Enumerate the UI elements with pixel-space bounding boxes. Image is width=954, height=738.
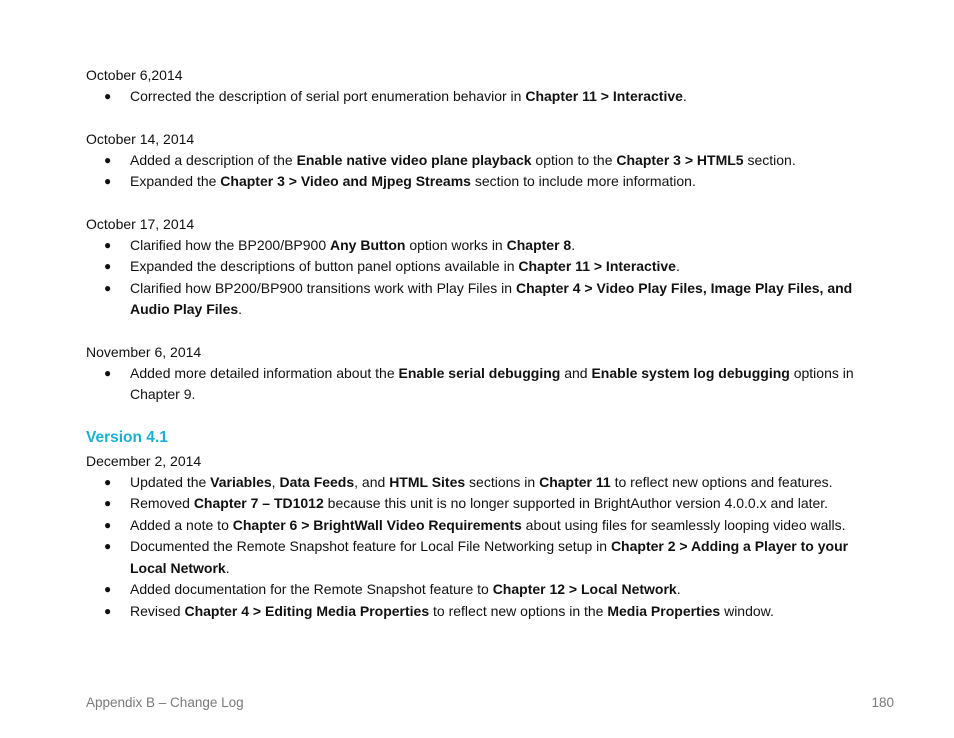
entry-date: October 14, 2014	[86, 130, 195, 147]
item-text: .	[682, 88, 687, 104]
change-list	[86, 363, 886, 406]
bullet-icon: ●	[104, 474, 112, 489]
item-text: Clarified how BP200/BP900 transitions work with Play Files in	[130, 279, 516, 296]
change-item	[86, 515, 886, 537]
item-text: and	[560, 364, 592, 381]
item-text: .	[225, 559, 230, 576]
bold-reference: Chapter 3 > Video and Mjpeg Streams	[220, 173, 471, 189]
change-item	[86, 171, 886, 193]
bold-reference: Chapter 4 > Video Play Files, Image Play Files, and Audio Play Files	[130, 279, 853, 317]
item-text: .	[676, 581, 681, 597]
bullet-icon: ●	[104, 582, 112, 596]
entry-spacer	[86, 193, 886, 213]
bullet-icon: ●	[104, 259, 112, 273]
change-log-content	[86, 64, 886, 622]
item-text: .	[238, 301, 243, 317]
item-text: because this unit is no longer supported in BrightAuthor version 4.0.0.x and later.	[323, 495, 829, 511]
entry-date: December 2, 2014	[86, 452, 202, 469]
change-item	[86, 493, 886, 515]
change-list	[86, 235, 886, 321]
item-text: Added documentation for the Remote Snapshot feature to	[130, 581, 493, 597]
entries-4-1	[86, 450, 886, 623]
change-item	[86, 472, 886, 494]
entry-date: October 17, 2014	[86, 215, 195, 232]
item-text: option works in	[405, 236, 507, 253]
entry-spacer	[86, 321, 886, 341]
item-text: , and	[354, 473, 390, 490]
bold-reference: Chapter 7 – TD1012	[193, 495, 324, 511]
entries-4-0	[86, 64, 886, 426]
bold-reference: Chapter 12 > Local Network	[492, 581, 677, 597]
bold-reference: Enable serial debugging	[398, 364, 561, 381]
item-text: option to the	[531, 151, 617, 168]
change-item	[86, 579, 886, 601]
change-list	[86, 150, 886, 193]
bullet-icon: ●	[104, 603, 112, 618]
version-heading: Version 4.1	[86, 428, 168, 446]
bullet-icon: ●	[104, 89, 112, 103]
item-text: options in Chapter 9.	[130, 364, 854, 402]
item-text: window.	[720, 602, 774, 619]
bold-reference: HTML Sites	[389, 473, 466, 490]
entry-date: October 6,2014	[86, 67, 183, 83]
item-text: about using files for seamlessly looping video walls.	[521, 516, 846, 533]
bold-reference: Chapter 8	[506, 236, 572, 253]
change-list	[86, 86, 886, 108]
page-number: 180	[871, 695, 894, 710]
item-text: Removed	[130, 495, 194, 511]
bullet-icon: ●	[104, 517, 112, 532]
bold-reference: Any Button	[330, 236, 406, 253]
item-text: .	[571, 236, 576, 253]
item-text: Corrected the description of serial port enumeration behavior in	[130, 88, 526, 104]
change-item	[86, 536, 886, 579]
bold-reference: Chapter 11 > Interactive	[525, 88, 683, 104]
change-list	[86, 472, 886, 623]
change-item	[86, 150, 886, 172]
entry-spacer	[86, 406, 886, 426]
change-item	[86, 278, 886, 321]
bold-reference: Chapter 11 > Interactive	[518, 258, 676, 274]
entry-spacer	[86, 108, 886, 128]
bold-reference: Chapter 11	[539, 473, 611, 490]
bullet-icon: ●	[104, 174, 112, 188]
footer-title: Appendix B – Change Log	[86, 695, 244, 710]
bullet-icon: ●	[104, 237, 112, 252]
item-text: ,	[271, 473, 280, 490]
bullet-icon: ●	[104, 496, 112, 510]
item-text: sections in	[465, 473, 540, 490]
change-item	[86, 256, 886, 278]
item-text: Expanded the	[130, 173, 221, 189]
bold-reference: Chapter 3 > HTML5	[616, 151, 744, 168]
item-text: Documented the Remote Snapshot feature for Local File Networking setup in	[130, 538, 611, 554]
item-text: Added a note to	[130, 516, 233, 533]
bold-reference: Chapter 4 > Editing Media Properties	[184, 602, 430, 619]
item-text: Updated the	[130, 473, 211, 490]
item-text: Expanded the descriptions of button panel options available in	[130, 258, 519, 274]
bold-reference: Media Properties	[607, 602, 721, 619]
bold-reference: Enable system log debugging	[591, 364, 790, 381]
bold-reference: Enable native video plane playback	[296, 151, 532, 168]
change-item	[86, 601, 886, 623]
change-item	[86, 363, 886, 406]
item-text: Revised	[130, 602, 185, 619]
bold-reference: Chapter 2 > Adding a Player to your Local Network	[130, 538, 849, 576]
item-text: section to include more information.	[470, 173, 696, 189]
bullet-icon: ●	[104, 365, 112, 380]
item-text: .	[675, 258, 680, 274]
change-item	[86, 86, 886, 108]
item-text: Added more detailed information about the	[130, 364, 399, 381]
item-text: to reflect new options and features.	[610, 473, 833, 490]
bold-reference: Chapter 6 > BrightWall Video Requirements	[232, 516, 522, 533]
entry-date: November 6, 2014	[86, 343, 202, 360]
bullet-icon: ●	[104, 280, 112, 295]
change-item	[86, 235, 886, 257]
bold-reference: Variables	[210, 473, 272, 490]
bold-reference: Data Feeds	[279, 473, 355, 490]
item-text: Added a description of the	[130, 151, 297, 168]
bullet-icon: ●	[104, 539, 112, 553]
item-text: Clarified how the BP200/BP900	[130, 236, 331, 253]
bullet-icon: ●	[104, 152, 112, 167]
item-text: section.	[743, 151, 796, 168]
item-text: to reflect new options in the	[429, 602, 608, 619]
